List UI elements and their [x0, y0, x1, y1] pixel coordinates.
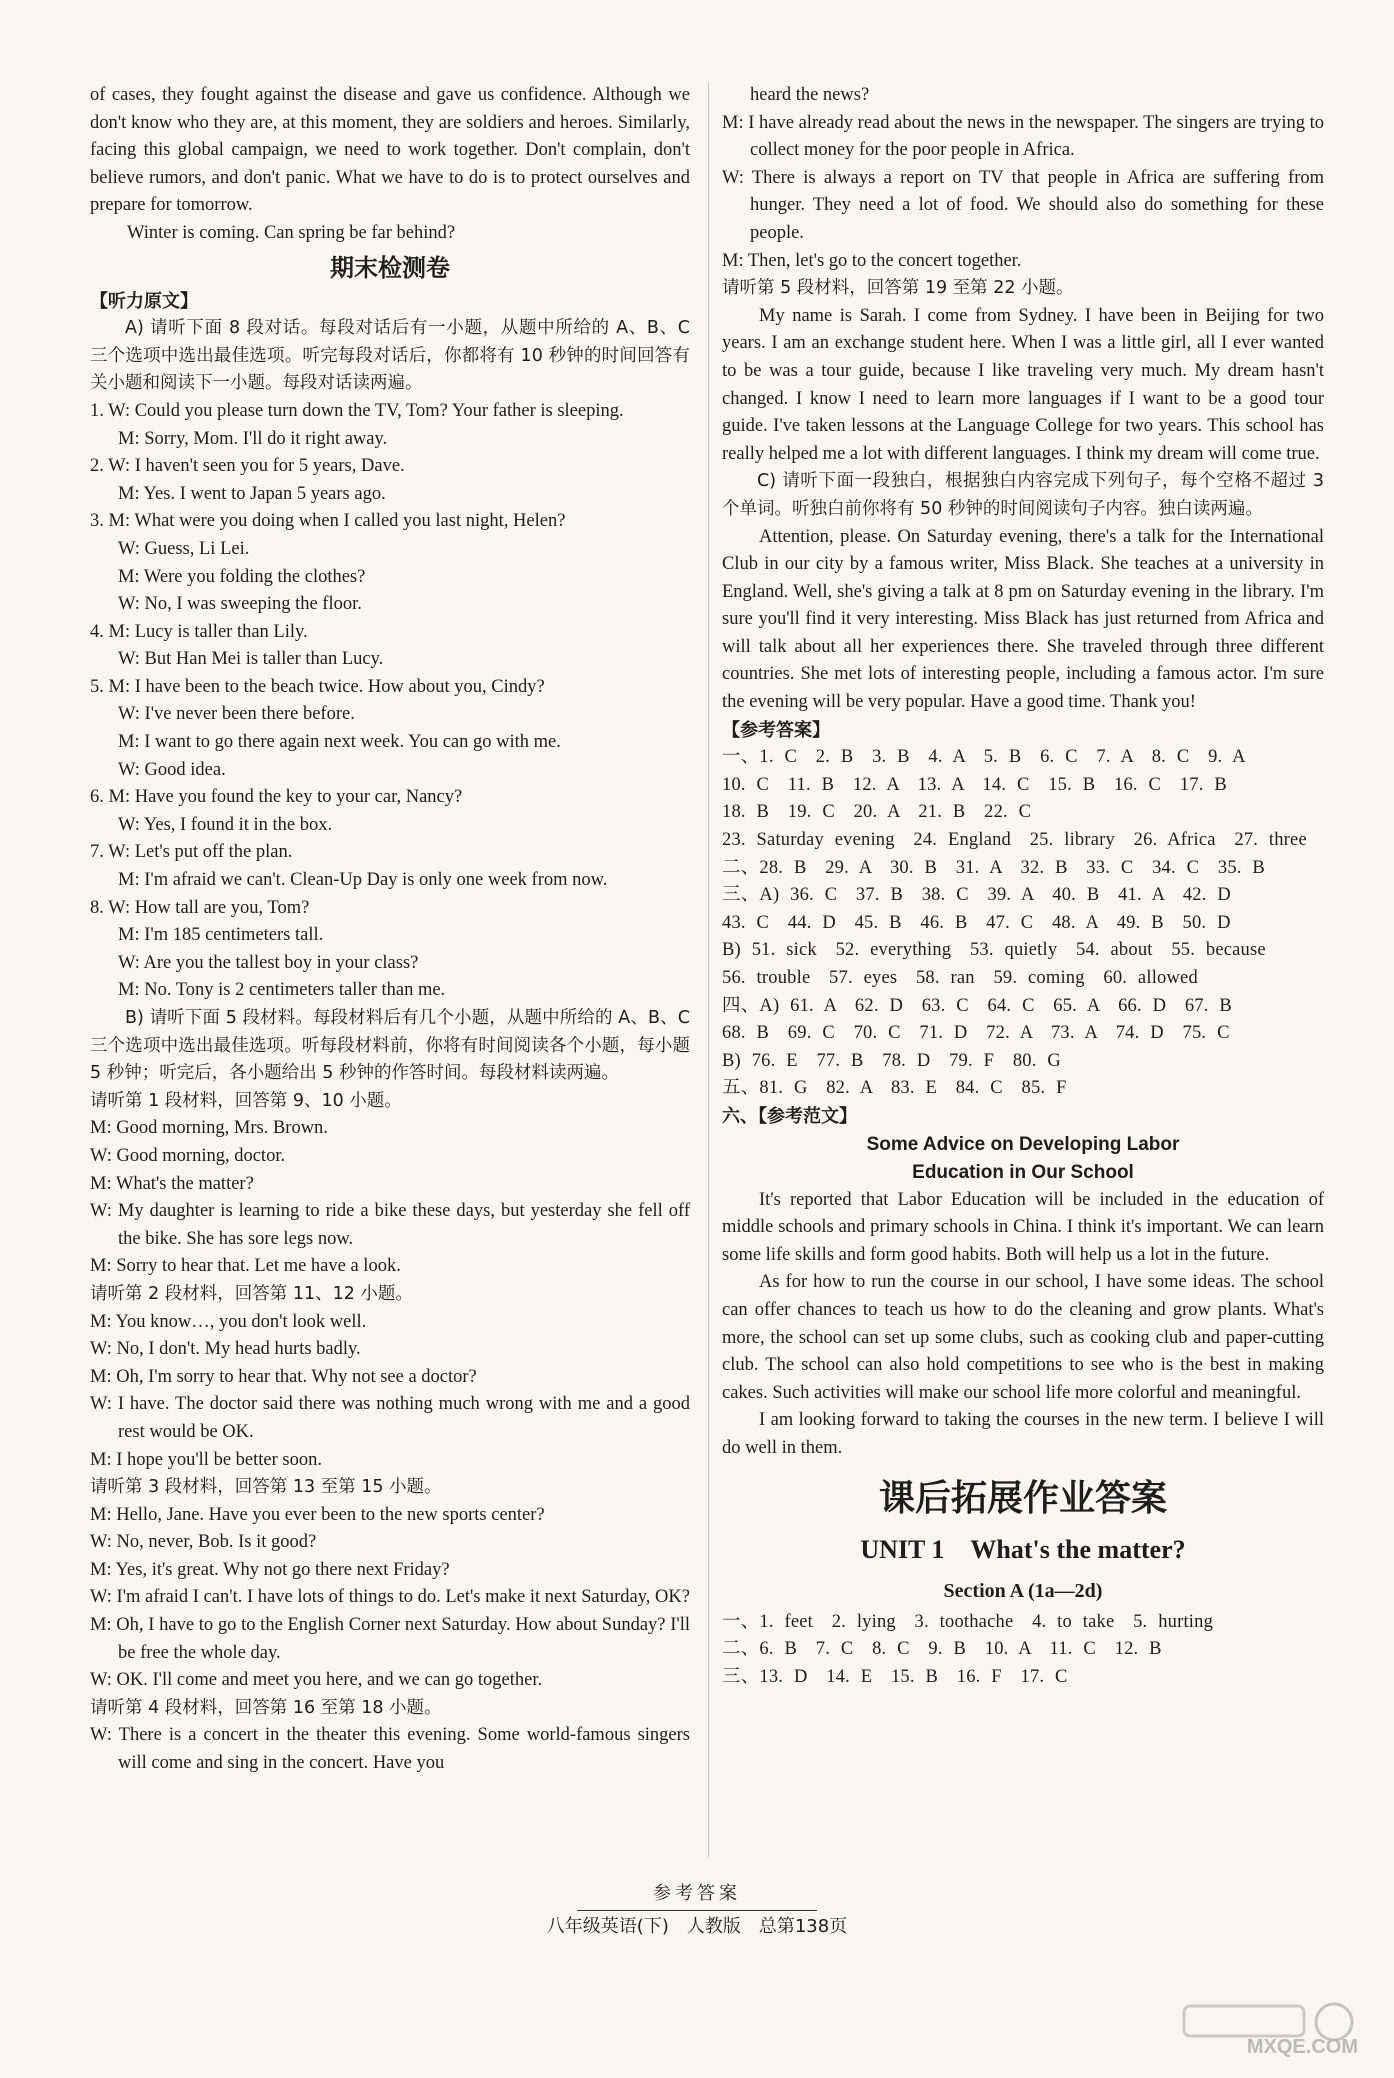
dialog-line: [90, 867, 690, 895]
material-line: M: What's the matter?: [90, 1173, 254, 1194]
dialog-number: 1.: [90, 400, 109, 421]
footer-book-info: 八年级英语(下) 人教版 总第138页: [546, 1915, 848, 1937]
answer-row: 四、A) 61. A 62. D 63. C 64. C 65. A 66. D 67. B: [722, 995, 1232, 1016]
footer-label: 参考答案: [653, 1883, 741, 1904]
material-line: M: Sorry to hear that. Let me have a look.: [90, 1256, 401, 1277]
material5-header: 请听第 5 段材料，回答第 19 至第 22 小题。: [722, 278, 1074, 299]
unit-answer-row: 二、6. B 7. C 8. C 9. B 10. A 11. C 12. B: [722, 1639, 1162, 1660]
material4-continued: [722, 82, 1324, 275]
material-line: M: You know…, you don't look well.: [90, 1311, 367, 1332]
dialog-line: [90, 922, 690, 950]
dialog-text: M: Were you folding the clothes?: [118, 566, 366, 587]
dialog-text: W: Guess, Li Lei.: [118, 538, 250, 559]
material-line: W: No, I don't. My head hurts badly.: [90, 1339, 361, 1360]
dialog-text: W: How tall are you, Tom?: [108, 897, 310, 918]
material4-header: 请听第 4 段材料，回答第 16 至第 18 小题。: [90, 1697, 442, 1718]
dialog-list: [90, 398, 690, 1005]
answer-list: [722, 744, 1324, 1103]
answer-row: 56. trouble 57. eyes 58. ran 59. coming 60. allowed: [722, 968, 1198, 988]
dialog-number: 6.: [90, 787, 109, 808]
dialog-line: [90, 784, 690, 812]
material-line: M: Oh, I have to go to the English Corner next Saturday. How about Sunday? I'll be free the whole day.: [90, 1615, 690, 1663]
material-line: M: I have already read about the news in the newspaper. The singers are trying to collect money for the poor people in Africa.: [722, 112, 1324, 161]
material2-header: 请听第 2 段材料，回答第 11、12 小题。: [90, 1283, 413, 1304]
answer-row: B) 76. E 77. B 78. D 79. F 80. G: [722, 1050, 1061, 1071]
material-line: W: I have. The doctor said there was nothing much wrong with me and a good rest would be OK.: [90, 1394, 690, 1442]
dialog-line: [90, 977, 690, 1005]
watermark-text: MXQE.COM: [1246, 2036, 1358, 2059]
material2-lines: [90, 1309, 690, 1475]
page-footer: [0, 1880, 1394, 1940]
unit-answer-row: 一、1. feet 2. lying 3. toothache 4. to take 5. hurting: [722, 1611, 1214, 1632]
answer-row: 43. C 44. D 45. B 46. B 47. C 48. A 49. B 50. D: [722, 912, 1231, 933]
answer-row: 一、1. C 2. B 3. B 4. A 5. B 6. C 7. A 8. C 9. A: [722, 747, 1246, 768]
dialog-number: 7.: [90, 842, 109, 863]
dialog-number: 3.: [90, 511, 109, 532]
answer-row: 68. B 69. C 70. C 71. D 72. A 73. A 74. D 75. C: [722, 1023, 1230, 1044]
dialog-text: W: I haven't seen you for 5 years, Dave.: [108, 456, 405, 477]
answer-row: 三、A) 36. C 37. B 38. C 39. A 40. B 41. A 42. D: [722, 885, 1231, 906]
section-title: Section A (1a—2d): [943, 1579, 1103, 1602]
dialog-text: W: Good idea.: [118, 759, 226, 780]
dialog-line: [90, 729, 690, 757]
site-watermark: [1164, 1998, 1364, 2064]
material1-header: 请听第 1 段材料，回答第 9、10 小题。: [90, 1090, 402, 1111]
answer-row: 二、28. B 29. A 30. B 31. A 32. B 33. C 34. C 35. B: [722, 857, 1265, 878]
material-line: W: OK. I'll come and meet you here, and we can go together.: [90, 1670, 543, 1691]
instruction-c: C) 请听下面一段独白，根据独白内容完成下列句子，每个空格不超过 3 个单词。听独白前你将有 50 秒钟的时间阅读句子内容。独白读两遍。: [722, 471, 1324, 519]
material-line: M: Good morning, Mrs. Brown.: [90, 1118, 328, 1139]
unit-answer-list: [722, 1609, 1324, 1692]
essay-paragraph-1: It's reported that Labor Education will be included in the education of middle schools and primary schools in China. I think it's important. We can learn some life skills and form good habits. Both will help us a lot in the future.: [722, 1189, 1324, 1265]
dialog-text: W: Could you please turn down the TV, Tom? Your father is sleeping.: [108, 400, 624, 421]
material-line: W: No, never, Bob. Is it good?: [90, 1532, 317, 1553]
dialog-text: M: Have you found the key to your car, Nancy?: [108, 787, 463, 808]
instruction-b: B) 请听下面 5 段材料。每段材料后有几个小题，从题中所给的 A、B、C 三个选项中选出最佳选项。听每段材料前，你将有时间阅读各个小题，每小题 5 秒钟；听完后，各小题给出 5 秒钟的作答时间。每段材料读两遍。: [90, 1008, 690, 1084]
dialog-line: [90, 619, 690, 647]
material-line: M: I hope you'll be better soon.: [90, 1449, 322, 1470]
dialog-text: W: Yes, I found it in the box.: [118, 814, 333, 835]
exam-title: 期末检测卷: [330, 253, 450, 282]
footer-rule: [577, 1910, 817, 1911]
dialog-line: [90, 398, 690, 426]
dialog-line: [90, 757, 690, 785]
material-line: W: There is always a report on TV that people in Africa are suffering from hunger. They need a lot of food. We should also do something for these people.: [722, 167, 1324, 243]
dialog-line: [90, 701, 690, 729]
material4-start: W: There is a concert in the theater this evening. Some world-famous singers will come and sing in the concert. Have you: [90, 1725, 690, 1774]
material5-text: My name is Sarah. I come from Sydney. I have been in Beijing for two years. I am an exchange student here. When I was a little girl, all I ever wanted to be was a tour guide, because I like traveling very much. My dream hasn't changed. I know I need to learn more languages if I want to be a good tour guide. I've taken lessons at the Language College for two years. This school has really helped me a lot with different languages. I think my dream will come true.: [722, 305, 1324, 464]
right-column: [722, 82, 1324, 1691]
dialog-number: 4.: [90, 621, 109, 642]
answer-row: B) 51. sick 52. everything 53. quietly 54. about 55. because: [722, 940, 1266, 961]
dialog-text: M: Yes. I went to Japan 5 years ago.: [118, 483, 386, 504]
dialog-text: M: I'm 185 centimeters tall.: [118, 925, 324, 946]
instruction-a: A) 请听下面 8 段对话。每段对话后有一小题，从题中所给的 A、B、C 三个选项中选出最佳选项。听完每段对话后，你都将有 10 秒钟的时间回答有关小题和阅读下一小题。每段对话读两遍。: [90, 318, 690, 394]
dialog-line: [90, 481, 690, 509]
answer-row: 23. Saturday evening 24. England 25. library 26. Africa 27. three: [722, 830, 1307, 851]
dialog-text: M: Lucy is taller than Lily.: [108, 621, 308, 642]
column-divider: [708, 82, 709, 1857]
essay-title-line2: Education in Our School: [912, 1161, 1134, 1183]
dialog-line: [90, 453, 690, 481]
unit-title: UNIT 1 What's the matter?: [860, 1534, 1186, 1564]
answer-row: 10. C 11. B 12. A 13. A 14. C 15. B 16. C 17. B: [722, 774, 1227, 795]
material-line: M: Yes, it's great. Why not go there next Friday?: [90, 1559, 450, 1580]
intro-paragraph: of cases, they fought against the disease and gave us confidence. Although we don't know who they are, at this moment, they are soldiers and heroes. Similarly, facing this global campaign, we need to work together. Don't complain, don't believe rumors, and don't panic. What we have to do is to protect ourselves and prepare for tomorrow.: [90, 85, 690, 216]
dialog-line: [90, 812, 690, 840]
material1-lines: [90, 1115, 690, 1281]
material-line: M: Oh, I'm sorry to hear that. Why not see a doctor?: [90, 1366, 477, 1387]
essay-title-line1: Some Advice on Developing Labor: [866, 1133, 1180, 1155]
answers-header: 【参考答案】: [722, 719, 830, 741]
dialog-line: [90, 674, 690, 702]
dialog-text: W: Let's put off the plan.: [108, 842, 293, 863]
homework-title: 课后拓展作业答案: [878, 1477, 1167, 1519]
listen-header: 【听力原文】: [90, 290, 198, 312]
dialog-line: [90, 646, 690, 674]
material-line: M: Then, let's go to the concert together.: [722, 250, 1022, 271]
dialog-text: M: I'm afraid we can't. Clean-Up Day is only one week from now.: [118, 870, 608, 891]
dialog-number: 2.: [90, 456, 109, 477]
dialog-text: W: No, I was sweeping the floor.: [118, 594, 362, 615]
dialog-number: 8.: [90, 897, 109, 918]
dialog-text: W: Are you the tallest boy in your class?: [118, 952, 419, 973]
material-line: heard the news?: [750, 85, 870, 105]
material-line: W: Good morning, doctor.: [90, 1145, 286, 1166]
dialog-text: W: But Han Mei is taller than Lucy.: [118, 649, 384, 670]
dialog-line: [90, 591, 690, 619]
answer-row: 18. B 19. C 20. A 21. B 22. C: [722, 802, 1032, 823]
dialog-line: [90, 508, 690, 536]
answer-row: 五、81. G 82. A 83. E 84. C 85. F: [722, 1078, 1067, 1099]
dialog-line: [90, 564, 690, 592]
essay-paragraph-3: I am looking forward to taking the courses in the new term. I believe I will do well in them.: [722, 1410, 1324, 1458]
dialog-line: [90, 536, 690, 564]
dialog-text: W: I've never been there before.: [118, 704, 355, 725]
dialog-text: M: I want to go there again next week. You can go with me.: [118, 732, 561, 753]
monologue-text: Attention, please. On Saturday evening, there's a talk for the International Club in our city by a famous writer, Miss Black. She teaches at a university in England. Well, she's giving a talk at 8 pm on Saturday evening in the library. I'm sure you'll find it very interesting. Miss Black has just returned from Africa and will talk about all her experiences there. She traveled through three different countries. She met lots of interesting people, including a famous actor. I'm sure the evening will be very popular. Have a good time. Thank you!: [722, 526, 1324, 713]
essay-header: 六、【参考范文】: [722, 1105, 857, 1127]
unit-answer-row: 三、13. D 14. E 15. B 16. F 17. C: [722, 1666, 1068, 1687]
dialog-text: M: Sorry, Mom. I'll do it right away.: [118, 428, 388, 449]
dialog-line: [90, 895, 690, 923]
material-line: W: I'm afraid I can't. I have lots of things to do. Let's make it next Saturday, OK?: [90, 1587, 690, 1608]
dialog-number: 5.: [90, 676, 109, 697]
dialog-line: [90, 839, 690, 867]
material-line: M: Hello, Jane. Have you ever been to the new sports center?: [90, 1504, 545, 1525]
essay-paragraph-2: As for how to run the course in our school, I have some ideas. The school can offer chances to teach us how to do the cleaning and grow plants. What's more, the school can set up some clubs, such as cooking club and paper-cutting club. The school can also hold competitions to see who is the best in making cakes. Such activities will make our school life more colorful and meaningful.: [722, 1272, 1324, 1403]
dialog-text: M: What were you doing when I called you last night, Helen?: [108, 511, 566, 532]
material3-header: 请听第 3 段材料，回答第 13 至第 15 小题。: [90, 1477, 442, 1498]
material3-lines: [90, 1502, 690, 1695]
dialog-line: [90, 950, 690, 978]
dialog-text: M: No. Tony is 2 centimeters taller than me.: [118, 980, 446, 1001]
material-line: W: My daughter is learning to ride a bike these days, but yesterday she fell off the bike. She has sore legs now.: [90, 1201, 690, 1249]
left-column: [90, 82, 690, 1778]
winter-line: Winter is coming. Can spring be far behind?: [127, 222, 456, 243]
dialog-line: [90, 426, 690, 454]
dialog-text: M: I have been to the beach twice. How about you, Cindy?: [108, 676, 545, 697]
